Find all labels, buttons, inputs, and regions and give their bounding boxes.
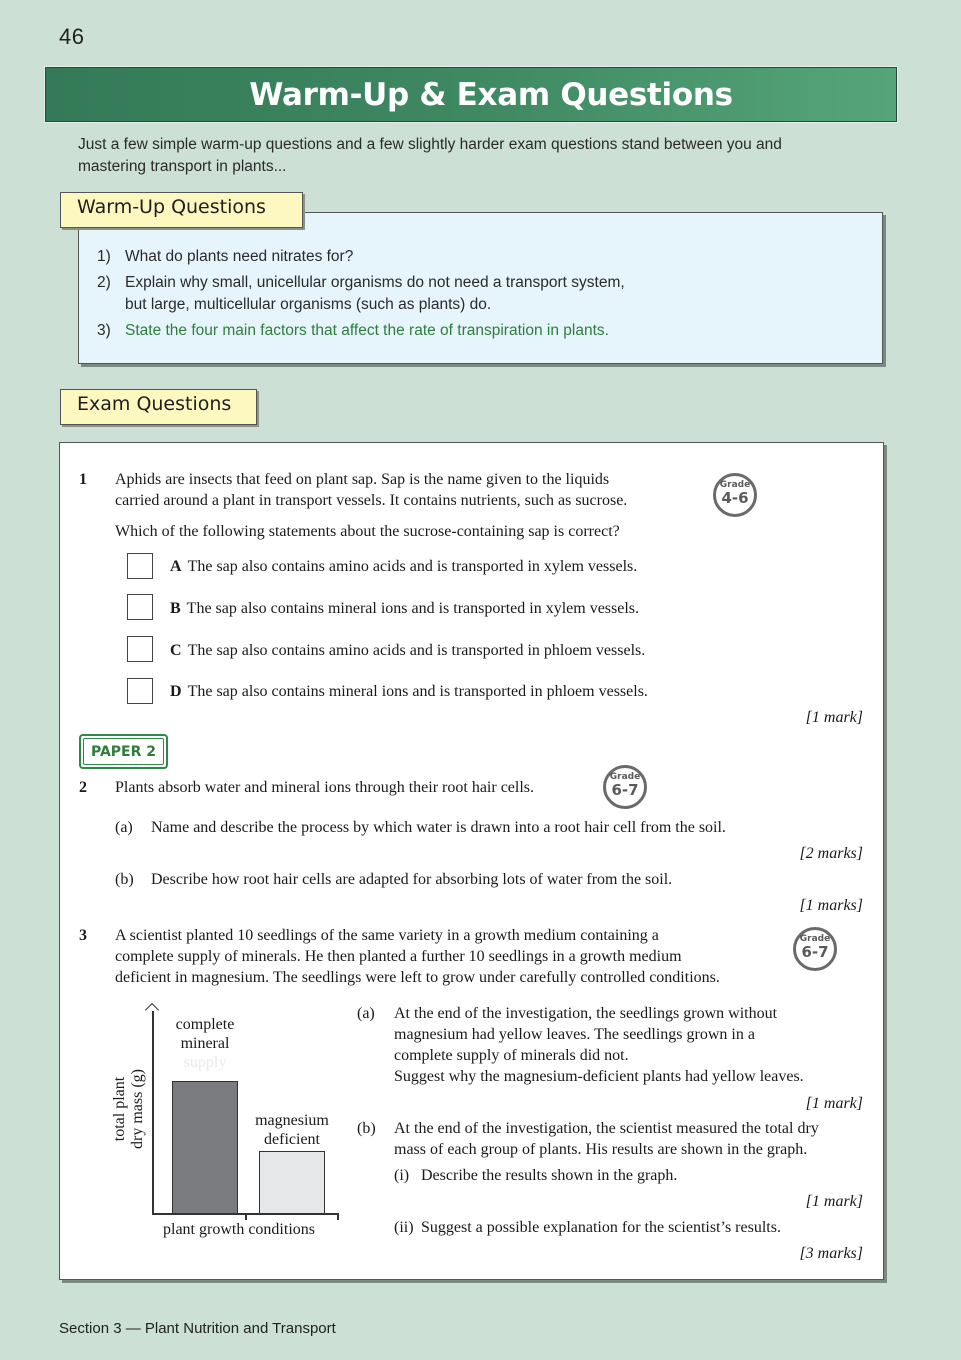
q3-stem xyxy=(115,925,720,988)
warmup-section-tab: Warm-Up Questions xyxy=(60,192,303,228)
paper-badge-label: PAPER 2 xyxy=(83,738,164,765)
question-text: State the four main factors that affect the rate of transpiration in plants. xyxy=(125,322,609,339)
q1-stem-line: Aphids are insects that feed on plant sap. Sap is the name given to the liquids xyxy=(115,471,610,488)
exam-section-tab: Exam Questions xyxy=(60,389,257,425)
option-b-checkbox[interactable] xyxy=(127,594,153,620)
paper-badge xyxy=(79,734,168,769)
x-axis-label: plant growth conditions xyxy=(163,1221,315,1238)
marks-label: [3 marks] xyxy=(799,1245,863,1262)
option-d xyxy=(170,681,648,702)
q3-part-label: (a) xyxy=(357,1005,375,1022)
q1-stem xyxy=(115,469,627,511)
warmup-question-list xyxy=(97,246,625,346)
q3-part-b-text xyxy=(394,1118,819,1160)
warmup-question xyxy=(97,246,625,268)
bar-complete-mineral-supply xyxy=(172,1081,238,1214)
q3-part-a-line: At the end of the investigation, the seedlings grown without xyxy=(394,1005,778,1022)
q3-part-a-line: complete supply of minerals did not. xyxy=(394,1047,629,1064)
q3-part-a-text xyxy=(394,1003,804,1087)
option-letter: C xyxy=(170,642,182,659)
question-text: What do plants need nitrates for? xyxy=(125,248,354,265)
dry-mass-bar-chart xyxy=(105,1001,345,1246)
q2-part-text: Name and describe the process by which water is drawn into a root hair cell from the soil. xyxy=(151,819,726,836)
option-text: The sap also contains mineral ions and is transported in phloem vessels. xyxy=(187,683,648,700)
question-text-line: but large, multicellular organisms (such as plants) do. xyxy=(125,296,492,313)
bar-label xyxy=(243,1111,341,1149)
warmup-question xyxy=(97,320,625,342)
grade-label: Grade xyxy=(609,772,641,782)
intro-text: Just a few simple warm-up questions and a few slightly harder exam questions stand between you and mastering transport in plants... xyxy=(78,136,782,175)
q2-stem: Plants absorb water and mineral ions through their root hair cells. xyxy=(115,779,535,796)
question-number: 2 xyxy=(79,779,87,796)
question-number: 2) xyxy=(97,274,111,291)
option-text: The sap also contains mineral ions and is transported in xylem vessels. xyxy=(186,600,640,617)
q3-part-label: (b) xyxy=(357,1120,376,1137)
q3-part-b-line: mass of each group of plants. His results are shown in the graph. xyxy=(394,1141,808,1158)
grade-label: Grade xyxy=(719,480,751,490)
q3-stem-line: deficient in magnesium. The seedlings were left to grow under carefully controlled conditions. xyxy=(115,969,720,986)
marks-label: [2 marks] xyxy=(799,845,863,862)
grade-value: 6-7 xyxy=(611,781,639,799)
marks-label: [1 mark] xyxy=(805,709,863,726)
grade-badge-icon xyxy=(713,473,757,517)
q3-stem-line: complete supply of minerals. He then planted a further 10 seedlings in a growth medium xyxy=(115,948,682,965)
bar-label-line: magnesium xyxy=(255,1112,329,1129)
title-banner xyxy=(45,67,897,122)
option-c xyxy=(170,640,645,661)
option-letter: A xyxy=(170,558,182,575)
q3-stem-line: A scientist planted 10 seedlings of the same variety in a growth medium containing a xyxy=(115,927,659,944)
option-a-checkbox[interactable] xyxy=(127,553,153,579)
warmup-question xyxy=(97,272,625,316)
q1-prompt: Which of the following statements about the sucrose-containing sap is correct? xyxy=(115,523,620,540)
x-axis-tick xyxy=(245,1213,247,1220)
x-axis-tick xyxy=(337,1213,339,1220)
q3-sub-label: (ii) xyxy=(394,1219,414,1236)
bar-label-line: complete xyxy=(175,1016,235,1033)
q2-part-text: Describe how root hair cells are adapted for absorbing lots of water from the soil. xyxy=(151,871,673,888)
grade-badge-icon xyxy=(603,765,647,809)
y-axis xyxy=(152,1011,154,1214)
option-d-checkbox[interactable] xyxy=(127,678,153,704)
q3-sub-label: (i) xyxy=(394,1167,410,1184)
option-b xyxy=(170,598,639,619)
page-number: 46 xyxy=(59,24,85,49)
marks-label: [1 mark] xyxy=(805,1095,863,1112)
bar-label-line: deficient xyxy=(264,1131,320,1148)
y-axis-label xyxy=(111,1049,147,1169)
question-number: 3 xyxy=(79,927,87,944)
y-axis-label-line: dry mass (g) xyxy=(129,1069,146,1149)
question-number: 3) xyxy=(97,322,111,339)
q2-part-label: (b) xyxy=(115,871,134,888)
option-a xyxy=(170,556,637,577)
option-c-checkbox[interactable] xyxy=(127,636,153,662)
option-letter: B xyxy=(170,600,181,617)
question-number: 1) xyxy=(97,248,111,265)
exam-questions-box xyxy=(59,442,884,1280)
grade-badge-icon xyxy=(793,927,837,971)
q2-part-label: (a) xyxy=(115,819,133,836)
y-axis-arrow-icon xyxy=(145,1003,159,1017)
q3-sub-text: Describe the results shown in the graph. xyxy=(421,1167,678,1184)
bar-label-line: supply xyxy=(183,1054,227,1071)
y-axis-label-line: total plant xyxy=(111,1076,128,1142)
option-text: The sap also contains amino acids and is transported in phloem vessels. xyxy=(187,642,646,659)
page-footer: Section 3 — Plant Nutrition and Transport xyxy=(59,1320,336,1337)
q3-sub-text: Suggest a possible explanation for the scientist’s results. xyxy=(421,1219,781,1236)
bar-label-line: mineral xyxy=(180,1035,230,1052)
marks-label: [1 marks] xyxy=(799,897,863,914)
grade-value: 4-6 xyxy=(721,489,749,507)
bar-magnesium-deficient xyxy=(259,1151,325,1214)
grade-label: Grade xyxy=(799,934,831,944)
bar-label xyxy=(161,1015,249,1072)
q3-part-a-line: Suggest why the magnesium-deficient plants had yellow leaves. xyxy=(394,1068,804,1085)
marks-label: [1 mark] xyxy=(805,1193,863,1210)
option-letter: D xyxy=(170,683,182,700)
grade-value: 6-7 xyxy=(801,943,829,961)
question-text xyxy=(125,272,625,316)
page-title: Warm-Up & Exam Questions xyxy=(249,76,733,113)
option-text: The sap also contains amino acids and is transported in xylem vessels. xyxy=(187,558,638,575)
q3-part-b-line: At the end of the investigation, the scientist measured the total dry xyxy=(394,1120,819,1137)
question-number: 1 xyxy=(79,471,87,488)
q1-stem-line: carried around a plant in transport vessels. It contains nutrients, such as sucrose. xyxy=(115,492,628,509)
question-text-line: Explain why small, unicellular organisms do not need a transport system, xyxy=(125,274,625,291)
q3-part-a-line: magnesium had yellow leaves. The seedlings grown in a xyxy=(394,1026,755,1043)
